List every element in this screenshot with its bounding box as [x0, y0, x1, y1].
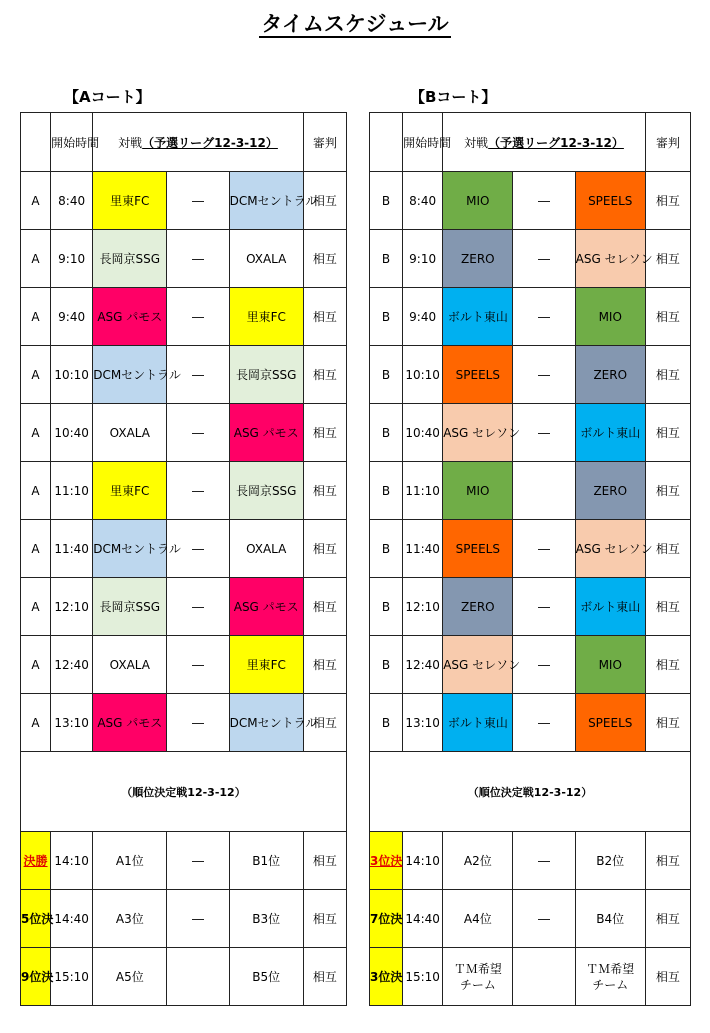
table-row	[21, 832, 347, 890]
away-team: DCMセントラル	[229, 172, 303, 230]
table-row	[370, 346, 691, 404]
start-time: 14:40	[51, 890, 93, 948]
versus-dash: ―	[513, 636, 575, 694]
court-letter: A	[21, 172, 51, 230]
versus-dash: ―	[167, 404, 229, 462]
court-letter: A	[21, 694, 51, 752]
table-row	[370, 230, 691, 288]
referee: 相互	[303, 404, 346, 462]
placement-badge: 3位決	[370, 948, 403, 1006]
away-slot: B3位	[229, 890, 303, 948]
home-team: ボルト東山	[443, 288, 513, 346]
start-time: 13:10	[403, 694, 443, 752]
home-team: ZERO	[443, 230, 513, 288]
home-team: SPEELS	[443, 520, 513, 578]
start-time: 14:10	[51, 832, 93, 890]
versus-dash: ―	[167, 832, 229, 890]
home-team: ZERO	[443, 578, 513, 636]
versus-dash: ―	[513, 832, 575, 890]
away-team: ASG セレソン	[575, 230, 645, 288]
away-slot: ＴＭ希望 チーム	[575, 948, 645, 1006]
court-letter: B	[370, 462, 403, 520]
referee: 相互	[303, 346, 346, 404]
home-team: OXALA	[93, 636, 167, 694]
home-team: DCMセントラル	[93, 346, 167, 404]
away-slot: B2位	[575, 832, 645, 890]
placement-badge: 5位決	[21, 890, 51, 948]
home-slot: A4位	[443, 890, 513, 948]
court-letter: B	[370, 520, 403, 578]
versus-dash	[167, 948, 229, 1006]
court-a-label: 【Aコート】	[64, 88, 151, 106]
table-row	[370, 636, 691, 694]
table-row	[370, 694, 691, 752]
versus-dash: ―	[167, 230, 229, 288]
league-label: （予選リーグ12-3-12）	[142, 135, 278, 150]
away-team: SPEELS	[575, 694, 645, 752]
home-team: 里東FC	[93, 172, 167, 230]
start-time: 11:10	[51, 462, 93, 520]
referee: 相互	[645, 948, 690, 1006]
court-a-schedule	[20, 112, 347, 1006]
header-referee: 審判	[645, 113, 690, 172]
court-letter: B	[370, 172, 403, 230]
start-time: 12:10	[403, 578, 443, 636]
home-slot: A2位	[443, 832, 513, 890]
referee: 相互	[645, 832, 690, 890]
table-row	[21, 578, 347, 636]
start-time: 13:10	[51, 694, 93, 752]
referee: 相互	[303, 172, 346, 230]
header-start-time: 開始時間	[51, 113, 93, 172]
start-time: 14:10	[403, 832, 443, 890]
start-time: 10:10	[51, 346, 93, 404]
away-team: MIO	[575, 288, 645, 346]
table-row	[370, 578, 691, 636]
referee: 相互	[645, 172, 690, 230]
court-letter: B	[370, 288, 403, 346]
referee: 相互	[645, 462, 690, 520]
versus-dash: ―	[513, 890, 575, 948]
home-team: ASG パモス	[93, 694, 167, 752]
home-team: DCMセントラル	[93, 520, 167, 578]
table-row	[21, 636, 347, 694]
match-label: 対戦	[464, 135, 489, 150]
home-slot: A5位	[93, 948, 167, 1006]
versus-dash: ―	[167, 288, 229, 346]
placement-badge: 決勝	[21, 832, 51, 890]
home-slot: ＴＭ希望 チーム	[443, 948, 513, 1006]
court-letter: A	[21, 520, 51, 578]
table-row	[370, 520, 691, 578]
home-team: OXALA	[93, 404, 167, 462]
header-referee: 審判	[303, 113, 346, 172]
start-time: 11:40	[403, 520, 443, 578]
start-time: 8:40	[403, 172, 443, 230]
away-team: 里東FC	[229, 636, 303, 694]
table-row	[21, 520, 347, 578]
home-team: SPEELS	[443, 346, 513, 404]
table-row	[21, 404, 347, 462]
referee: 相互	[303, 832, 346, 890]
court-letter: A	[21, 404, 51, 462]
referee: 相互	[645, 288, 690, 346]
home-team: MIO	[443, 172, 513, 230]
court-letter: B	[370, 346, 403, 404]
start-time: 8:40	[51, 172, 93, 230]
away-team: OXALA	[229, 520, 303, 578]
referee: 相互	[645, 694, 690, 752]
start-time: 15:10	[51, 948, 93, 1006]
referee: 相互	[645, 578, 690, 636]
referee: 相互	[303, 578, 346, 636]
table-row	[21, 694, 347, 752]
away-team: 長岡京SSG	[229, 346, 303, 404]
referee: 相互	[645, 346, 690, 404]
court-letter: A	[21, 462, 51, 520]
referee: 相互	[303, 230, 346, 288]
away-team: SPEELS	[575, 172, 645, 230]
referee: 相互	[645, 890, 690, 948]
away-team: ASG パモス	[229, 404, 303, 462]
referee: 相互	[303, 462, 346, 520]
versus-dash: ―	[513, 346, 575, 404]
header-court	[370, 113, 403, 172]
versus-dash: ―	[513, 288, 575, 346]
home-team: 長岡京SSG	[93, 578, 167, 636]
table-row	[370, 832, 691, 890]
start-time: 9:10	[51, 230, 93, 288]
versus-dash: ―	[167, 520, 229, 578]
table-row	[21, 230, 347, 288]
table-row	[21, 172, 347, 230]
versus-dash: ―	[513, 578, 575, 636]
placement-round-label: （順位決定戦12-3-12）	[21, 752, 347, 832]
court-letter: A	[21, 288, 51, 346]
referee: 相互	[303, 948, 346, 1006]
start-time: 10:10	[403, 346, 443, 404]
header-court	[21, 113, 51, 172]
start-time: 12:40	[403, 636, 443, 694]
referee: 相互	[645, 404, 690, 462]
away-team: ボルト東山	[575, 404, 645, 462]
start-time: 10:40	[403, 404, 443, 462]
page-title: タイムスケジュール	[261, 12, 449, 36]
court-b-label: 【Bコート】	[410, 88, 497, 106]
home-team: ASG パモス	[93, 288, 167, 346]
away-slot: B1位	[229, 832, 303, 890]
referee: 相互	[645, 636, 690, 694]
away-team: ZERO	[575, 346, 645, 404]
away-team: ASG パモス	[229, 578, 303, 636]
table-row	[370, 890, 691, 948]
home-team: 里東FC	[93, 462, 167, 520]
versus-dash: ―	[167, 694, 229, 752]
referee: 相互	[645, 230, 690, 288]
referee: 相互	[303, 520, 346, 578]
start-time: 15:10	[403, 948, 443, 1006]
court-letter: A	[21, 578, 51, 636]
referee: 相互	[303, 636, 346, 694]
match-label: 対戦	[118, 135, 143, 150]
league-label: （予選リーグ12-3-12）	[488, 135, 624, 150]
home-team: ASG セレソン	[443, 404, 513, 462]
table-row	[21, 890, 347, 948]
header-match	[93, 113, 304, 172]
away-team: OXALA	[229, 230, 303, 288]
away-team: ASG セレソン	[575, 520, 645, 578]
versus-dash	[513, 948, 575, 1006]
table-row	[21, 346, 347, 404]
start-time: 10:40	[51, 404, 93, 462]
away-team: MIO	[575, 636, 645, 694]
home-team: ASG セレソン	[443, 636, 513, 694]
away-team: 里東FC	[229, 288, 303, 346]
start-time: 11:40	[51, 520, 93, 578]
start-time: 11:10	[403, 462, 443, 520]
versus-dash: ―	[167, 172, 229, 230]
table-row	[370, 462, 691, 520]
away-slot: B4位	[575, 890, 645, 948]
placement-badge: 3位決	[370, 832, 403, 890]
court-letter: B	[370, 636, 403, 694]
away-team: ボルト東山	[575, 578, 645, 636]
start-time: 9:40	[403, 288, 443, 346]
start-time: 12:40	[51, 636, 93, 694]
versus-dash: ―	[513, 172, 575, 230]
court-b-schedule	[369, 112, 691, 1006]
court-letter: B	[370, 230, 403, 288]
versus-dash: ―	[513, 694, 575, 752]
court-letter: A	[21, 346, 51, 404]
home-slot: A3位	[93, 890, 167, 948]
court-letter: A	[21, 636, 51, 694]
versus-dash: ―	[167, 890, 229, 948]
table-row	[370, 172, 691, 230]
table-row	[21, 288, 347, 346]
placement-badge: 9位決	[21, 948, 51, 1006]
away-team: 長岡京SSG	[229, 462, 303, 520]
home-team: 長岡京SSG	[93, 230, 167, 288]
referee: 相互	[303, 890, 346, 948]
home-team: MIO	[443, 462, 513, 520]
table-row	[370, 288, 691, 346]
header-start-time: 開始時間	[403, 113, 443, 172]
table-row	[21, 462, 347, 520]
versus-dash	[513, 462, 575, 520]
away-team: ZERO	[575, 462, 645, 520]
court-letter: A	[21, 230, 51, 288]
table-row	[21, 948, 347, 1006]
home-team: ボルト東山	[443, 694, 513, 752]
referee: 相互	[303, 694, 346, 752]
court-letter: B	[370, 404, 403, 462]
header-match	[443, 113, 646, 172]
referee: 相互	[645, 520, 690, 578]
start-time: 9:40	[51, 288, 93, 346]
versus-dash: ―	[167, 578, 229, 636]
away-team: DCMセントラル	[229, 694, 303, 752]
table-row	[370, 948, 691, 1006]
placement-round-label: （順位決定戦12-3-12）	[370, 752, 691, 832]
versus-dash: ―	[167, 636, 229, 694]
versus-dash: ―	[513, 520, 575, 578]
versus-dash: ―	[513, 230, 575, 288]
versus-dash: ―	[513, 404, 575, 462]
versus-dash: ―	[167, 462, 229, 520]
placement-badge: 7位決	[370, 890, 403, 948]
start-time: 14:40	[403, 890, 443, 948]
start-time: 9:10	[403, 230, 443, 288]
court-letter: B	[370, 578, 403, 636]
versus-dash: ―	[167, 346, 229, 404]
court-letter: B	[370, 694, 403, 752]
home-slot: A1位	[93, 832, 167, 890]
table-row	[370, 404, 691, 462]
away-slot: B5位	[229, 948, 303, 1006]
start-time: 12:10	[51, 578, 93, 636]
referee: 相互	[303, 288, 346, 346]
